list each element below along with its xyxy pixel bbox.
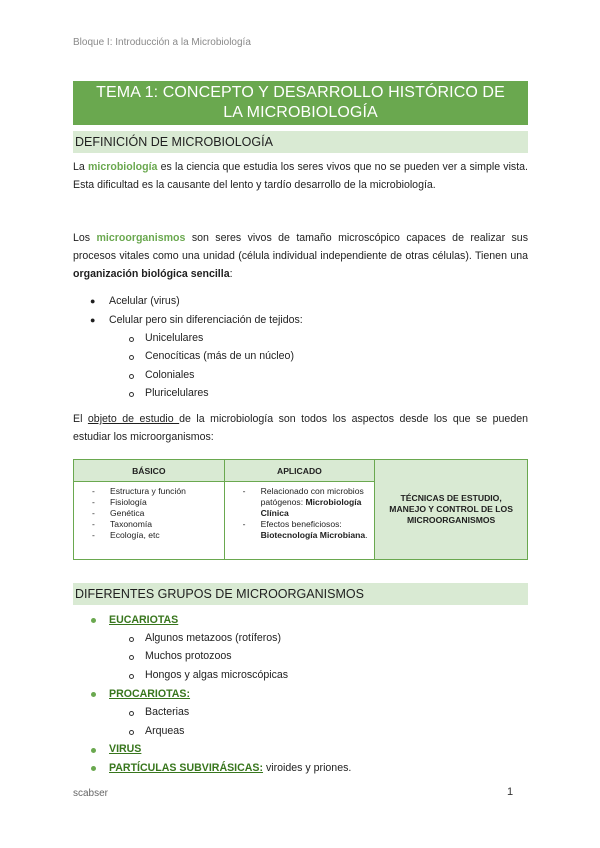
bold-organizacion: organización biológica sencilla bbox=[73, 268, 230, 280]
list-subitem: Pluricelulares bbox=[145, 387, 209, 399]
circle-bullet-icon bbox=[129, 392, 134, 397]
bold-biotecnologia: Biotecnología Microbiana bbox=[260, 530, 366, 540]
group-label-virus: VIRUS bbox=[109, 743, 142, 755]
green-bullet-icon bbox=[91, 748, 96, 753]
list-subitem: Muchos protozoos bbox=[145, 650, 232, 662]
text-run: de la microbiología son todos los aspectos desde los que se pueden estudiar los microorganismos: bbox=[73, 413, 529, 443]
circle-bullet-icon bbox=[129, 637, 134, 642]
circle-bullet-icon bbox=[129, 374, 134, 379]
circle-bullet-icon bbox=[129, 730, 134, 735]
group-label-procariotas: PROCARIOTAS: bbox=[109, 688, 191, 700]
text-run: Efectos beneficiosos: bbox=[260, 519, 342, 529]
section-heading-definicion: DEFINICIÓN DE MICROBIOLOGÍA bbox=[73, 131, 528, 153]
table-cell-aplicado bbox=[224, 482, 375, 560]
text-run: Relacionado con microbios patógenos: bbox=[260, 486, 364, 507]
text-run: La bbox=[73, 161, 88, 173]
circle-bullet-icon bbox=[129, 337, 134, 342]
list-subitem: Unicelulares bbox=[145, 332, 204, 344]
circle-bullet-icon bbox=[129, 711, 134, 716]
section-heading-grupos: DIFERENTES GRUPOS DE MICROORGANISMOS bbox=[73, 583, 528, 605]
table-header-basico: BÁSICO bbox=[74, 460, 225, 482]
list-subitem: Bacterias bbox=[145, 706, 190, 718]
page-title-line-2: LA MICROBIOLOGÍA bbox=[223, 104, 378, 121]
table-list-item: - Ecología, etc bbox=[92, 530, 220, 541]
table-list-item: - Fisiología bbox=[92, 497, 220, 508]
paragraph-objeto bbox=[73, 410, 528, 446]
list-item-celular: Celular pero sin diferenciación de tejidos: bbox=[109, 314, 303, 326]
table-list-item bbox=[243, 486, 371, 519]
term-microbiologia: microbiología bbox=[87, 161, 158, 173]
text-run: Los bbox=[73, 232, 97, 244]
underlined-objeto: objeto de estudio bbox=[87, 413, 180, 425]
list-subitem: Algunos metazoos (rotíferos) bbox=[145, 632, 282, 644]
circle-bullet-icon bbox=[129, 655, 134, 660]
term-microorganismos: microorganismos bbox=[96, 232, 186, 244]
page-number: 1 bbox=[507, 786, 514, 798]
table-cell-tecnicas: TÉCNICAS DE ESTUDIO, MANEJO Y CONTROL DE LOS MICROORGANISMOS bbox=[375, 460, 528, 560]
list-subitem: Arqueas bbox=[145, 725, 185, 737]
group-item-subviricas bbox=[109, 759, 351, 777]
text-run: viroides y priones. bbox=[263, 762, 352, 774]
text-run: El bbox=[73, 413, 88, 425]
list-subitem: Hongos y algas microscópicas bbox=[145, 669, 289, 681]
running-header: Bloque I: Introducción a la Microbiología bbox=[73, 37, 251, 48]
list-subitem: Coloniales bbox=[145, 369, 195, 381]
study-table bbox=[73, 459, 528, 560]
text-run: . bbox=[365, 530, 368, 540]
bullet-icon: ● bbox=[90, 315, 96, 325]
table-list-item: - Estructura y función bbox=[92, 486, 220, 497]
text-run: es la ciencia que estudia los seres vivos que no se pueden ver a simple vista. Esta dificultad es la causante del lento y tardío desarrollo de la microbiología. bbox=[73, 161, 528, 191]
green-bullet-icon bbox=[91, 692, 96, 697]
text-run: : bbox=[229, 268, 233, 280]
list-subitem: Cenocíticas (más de un núcleo) bbox=[145, 350, 294, 362]
green-bullet-icon bbox=[91, 766, 96, 771]
page-title bbox=[73, 81, 528, 125]
paragraph-microorganisms bbox=[73, 229, 528, 283]
list-item-acelular: Acelular (virus) bbox=[109, 295, 180, 307]
circle-bullet-icon bbox=[129, 674, 134, 679]
table-list-item bbox=[243, 519, 371, 541]
table-cell-basico bbox=[74, 482, 225, 560]
text-run: son seres vivos de tamaño microscópico capaces de realizar sus procesos vitales como una unidad (célula individual independiente de otras células). Tienen una bbox=[73, 232, 528, 262]
paragraph-definition bbox=[73, 158, 528, 194]
footer-author: scabser bbox=[73, 788, 109, 799]
table-list-item: - Taxonomía bbox=[92, 519, 220, 530]
green-bullet-icon bbox=[91, 618, 96, 623]
circle-bullet-icon bbox=[129, 355, 134, 360]
group-label-eucariotas: EUCARIOTAS bbox=[109, 614, 179, 626]
table-header-aplicado: APLICADO bbox=[224, 460, 375, 482]
table-list-item: - Genética bbox=[92, 508, 220, 519]
bold-microbiologia-clinica: Microbiología Clínica bbox=[260, 497, 362, 518]
group-label-subviricas: PARTÍCULAS SUBVIRÁSICAS: bbox=[109, 762, 264, 774]
bullet-icon: ● bbox=[90, 296, 96, 306]
page-title-line-1: TEMA 1: CONCEPTO Y DESARROLLO HISTÓRICO DE bbox=[96, 84, 505, 101]
